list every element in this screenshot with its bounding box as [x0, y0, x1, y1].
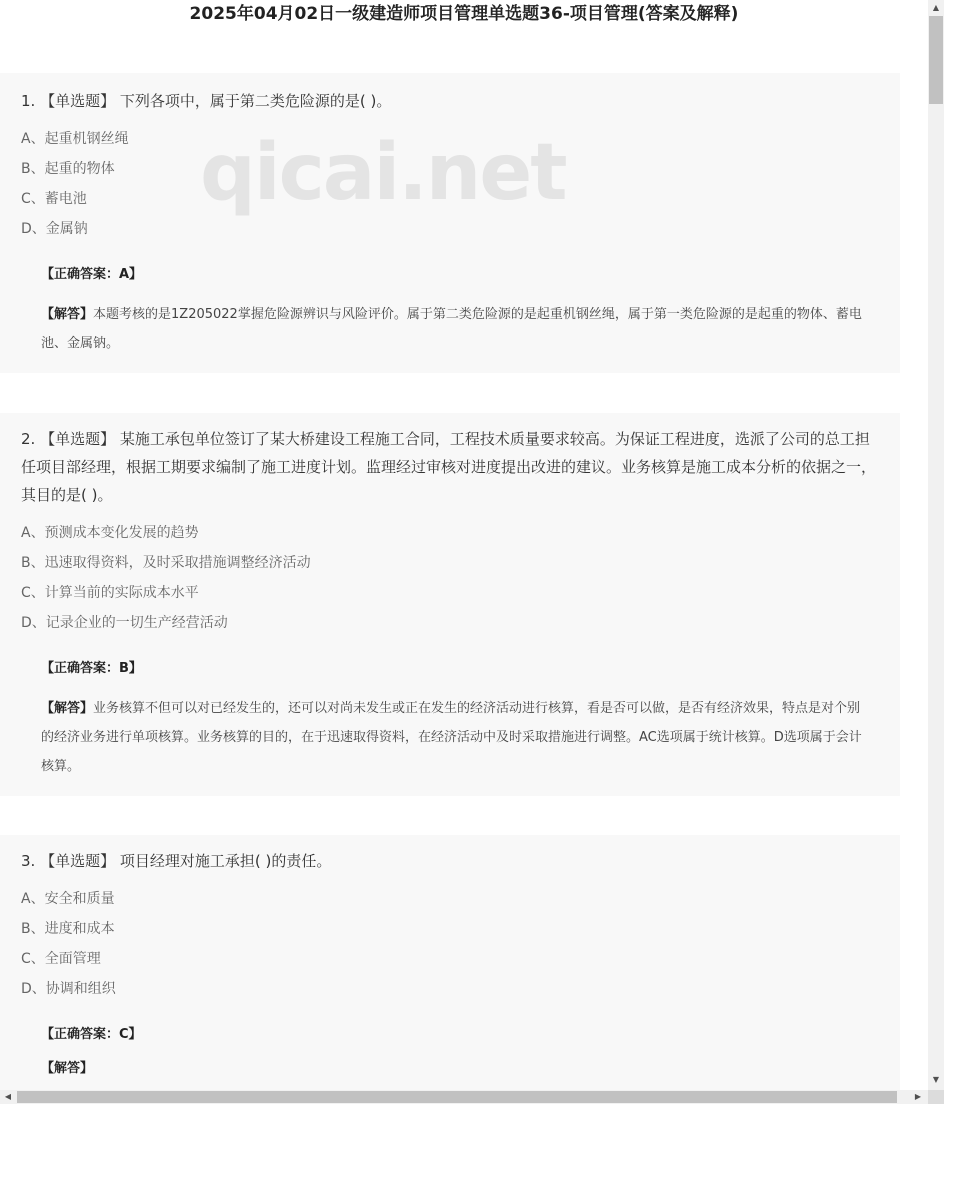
- scroll-right-icon[interactable]: ▶: [914, 1092, 922, 1101]
- question-text: 某施工承包单位签订了某大桥建设工程施工合同，工程技术质量要求较高。为保证工程进度，选派了公司的总工担任项目部经理，根据工期要求编制了施工进度计划。监理经过审核对进度提出改进的建议。业务核算是施工成本分析的依据之一，其目的是( )。: [21, 430, 877, 504]
- horizontal-scrollbar[interactable]: [0, 1090, 928, 1104]
- option-d[interactable]: D、协调和组织: [21, 981, 116, 997]
- explanation: [41, 300, 884, 358]
- option-d[interactable]: D、金属钠: [21, 221, 88, 237]
- option-b[interactable]: B、进度和成本: [21, 921, 115, 937]
- question-stem: [21, 847, 884, 875]
- options-list: [21, 518, 884, 638]
- question-text: 下列各项中，属于第二类危险源的是( )。: [119, 92, 392, 110]
- correct-answer: 【正确答案：A】: [41, 267, 143, 282]
- question-type: 【单选题】: [40, 852, 116, 870]
- option-a[interactable]: A、安全和质量: [21, 891, 115, 907]
- explanation-text: 本题考核的是1Z205022掌握危险源辨识与风险评价。属于第二类危险源的是起重机钢丝绳，属于第一类危险源的是起重的物体、蓄电池、金属钠。: [41, 307, 862, 351]
- option-b[interactable]: B、起重的物体: [21, 161, 115, 177]
- question-number: 3.: [21, 852, 36, 870]
- question-number: 2.: [21, 430, 36, 448]
- option-a[interactable]: A、预测成本变化发展的趋势: [21, 525, 199, 541]
- question-card-3: [0, 835, 900, 1090]
- watermark: qicai.net: [200, 128, 566, 218]
- correct-answer: 【正确答案：C】: [41, 1027, 142, 1042]
- option-c[interactable]: C、计算当前的实际成本水平: [21, 585, 199, 601]
- explanation: [41, 694, 884, 781]
- vertical-scrollbar[interactable]: [928, 0, 944, 1090]
- scroll-left-icon[interactable]: ◀: [4, 1092, 12, 1101]
- option-d[interactable]: D、记录企业的一切生产经营活动: [21, 615, 228, 631]
- correct-answer: 【正确答案：B】: [41, 661, 142, 676]
- explanation-label: 【解答】: [41, 307, 94, 322]
- option-a[interactable]: A、起重机钢丝绳: [21, 131, 129, 147]
- question-stem: [21, 87, 884, 115]
- question-number: 1.: [21, 92, 36, 110]
- option-c[interactable]: C、蓄电池: [21, 191, 87, 207]
- question-text: 项目经理对施工承担( )的责任。: [119, 852, 332, 870]
- options-list: [21, 884, 884, 1004]
- question-card-2: [0, 413, 900, 796]
- page-title: 2025年04月02日一级建造师项目管理单选题36-项目管理(答案及解释): [189, 4, 739, 24]
- explanation-label: 【解答】: [41, 701, 94, 716]
- explanation: [41, 1054, 884, 1083]
- option-c[interactable]: C、全面管理: [21, 951, 101, 967]
- question-type: 【单选题】: [40, 430, 116, 448]
- question-type: 【单选题】: [40, 92, 116, 110]
- explanation-text: 业务核算不但可以对已经发生的，还可以对尚未发生或正在发生的经济活动进行核算，看是否可以做，是否有经济效果，特点是对个别的经济业务进行单项核算。业务核算的目的，在于迅速取得资料，在经济活动中及时采取措施进行调整。AC选项属于统计核算。D选项属于会计核算。: [41, 701, 862, 774]
- scroll-up-icon[interactable]: ▲: [932, 3, 940, 12]
- question-stem: [21, 425, 884, 509]
- horizontal-scroll-thumb[interactable]: [17, 1091, 897, 1103]
- scrollbar-corner: [928, 1090, 944, 1104]
- scroll-down-icon[interactable]: ▼: [932, 1075, 940, 1084]
- explanation-label: 【解答】: [41, 1061, 94, 1076]
- vertical-scroll-thumb[interactable]: [929, 16, 943, 104]
- option-b[interactable]: B、迅速取得资料，及时采取措施调整经济活动: [21, 555, 311, 571]
- options-list: [21, 124, 884, 244]
- question-card-1: [0, 73, 900, 373]
